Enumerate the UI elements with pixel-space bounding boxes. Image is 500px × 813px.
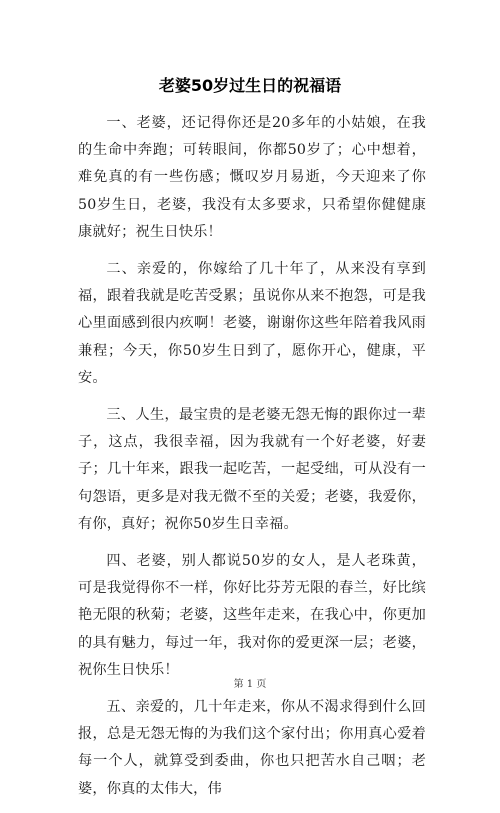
document-body	[78, 110, 426, 813]
page-number: 第 1 页	[233, 679, 267, 690]
paragraph-5: 五、亲爱的，几十年走来，你从不渴求得到什么回报，总是无怨无悔的为我们这个家付出；你用真心爱着每一个人，就算受到委曲，你也只把苦水自己咽；老婆，你真的太伟大，伟	[78, 699, 426, 797]
paragraph-3: 三、人生，最宝贵的是老婆无怨无悔的跟你过一辈子，这点，我很幸福，因为我就有一个好老婆，好妻子；几十年来，跟我一起吃苦，一起受绌，可从没有一句怨语，更多是对我无微不至的关爱；老婆，我爱你，有你，真好；祝你50岁生日幸福。	[78, 407, 426, 532]
paragraph-4: 四、老婆，别人都说50岁的女人，是人老珠黄，可是我觉得你不一样，你好比芬芳无限的春兰，好比缤艳无限的秋菊；老婆，这些年走来，在我心中，你更加的具有魅力，每过一年，我对你的爱更深一层；老婆，祝你生日快乐！	[78, 553, 426, 678]
paragraph-1: 一、老婆，还记得你还是20多年的小姑娘，在我的生命中奔跑；可转眼间，你都50岁了；心中想着，难免真的有一些伤感；慨叹岁月易逝，今天迎来了你50岁生日，老婆，我没有太多要求，只希望你健健康康就好；祝生日快乐！	[78, 115, 426, 240]
document-title: 老婆50岁过生日的祝福语	[158, 76, 342, 95]
paragraph-2: 二、亲爱的，你嫁给了几十年了，从来没有享到福，跟着我就是吃苦受累；虽说你从来不抱怨，可是我心里面感到很内疚啊！老婆，谢谢你这些年陪着我风雨兼程；今天，你50岁生日到了，愿你开心，健康，平安。	[78, 261, 426, 386]
